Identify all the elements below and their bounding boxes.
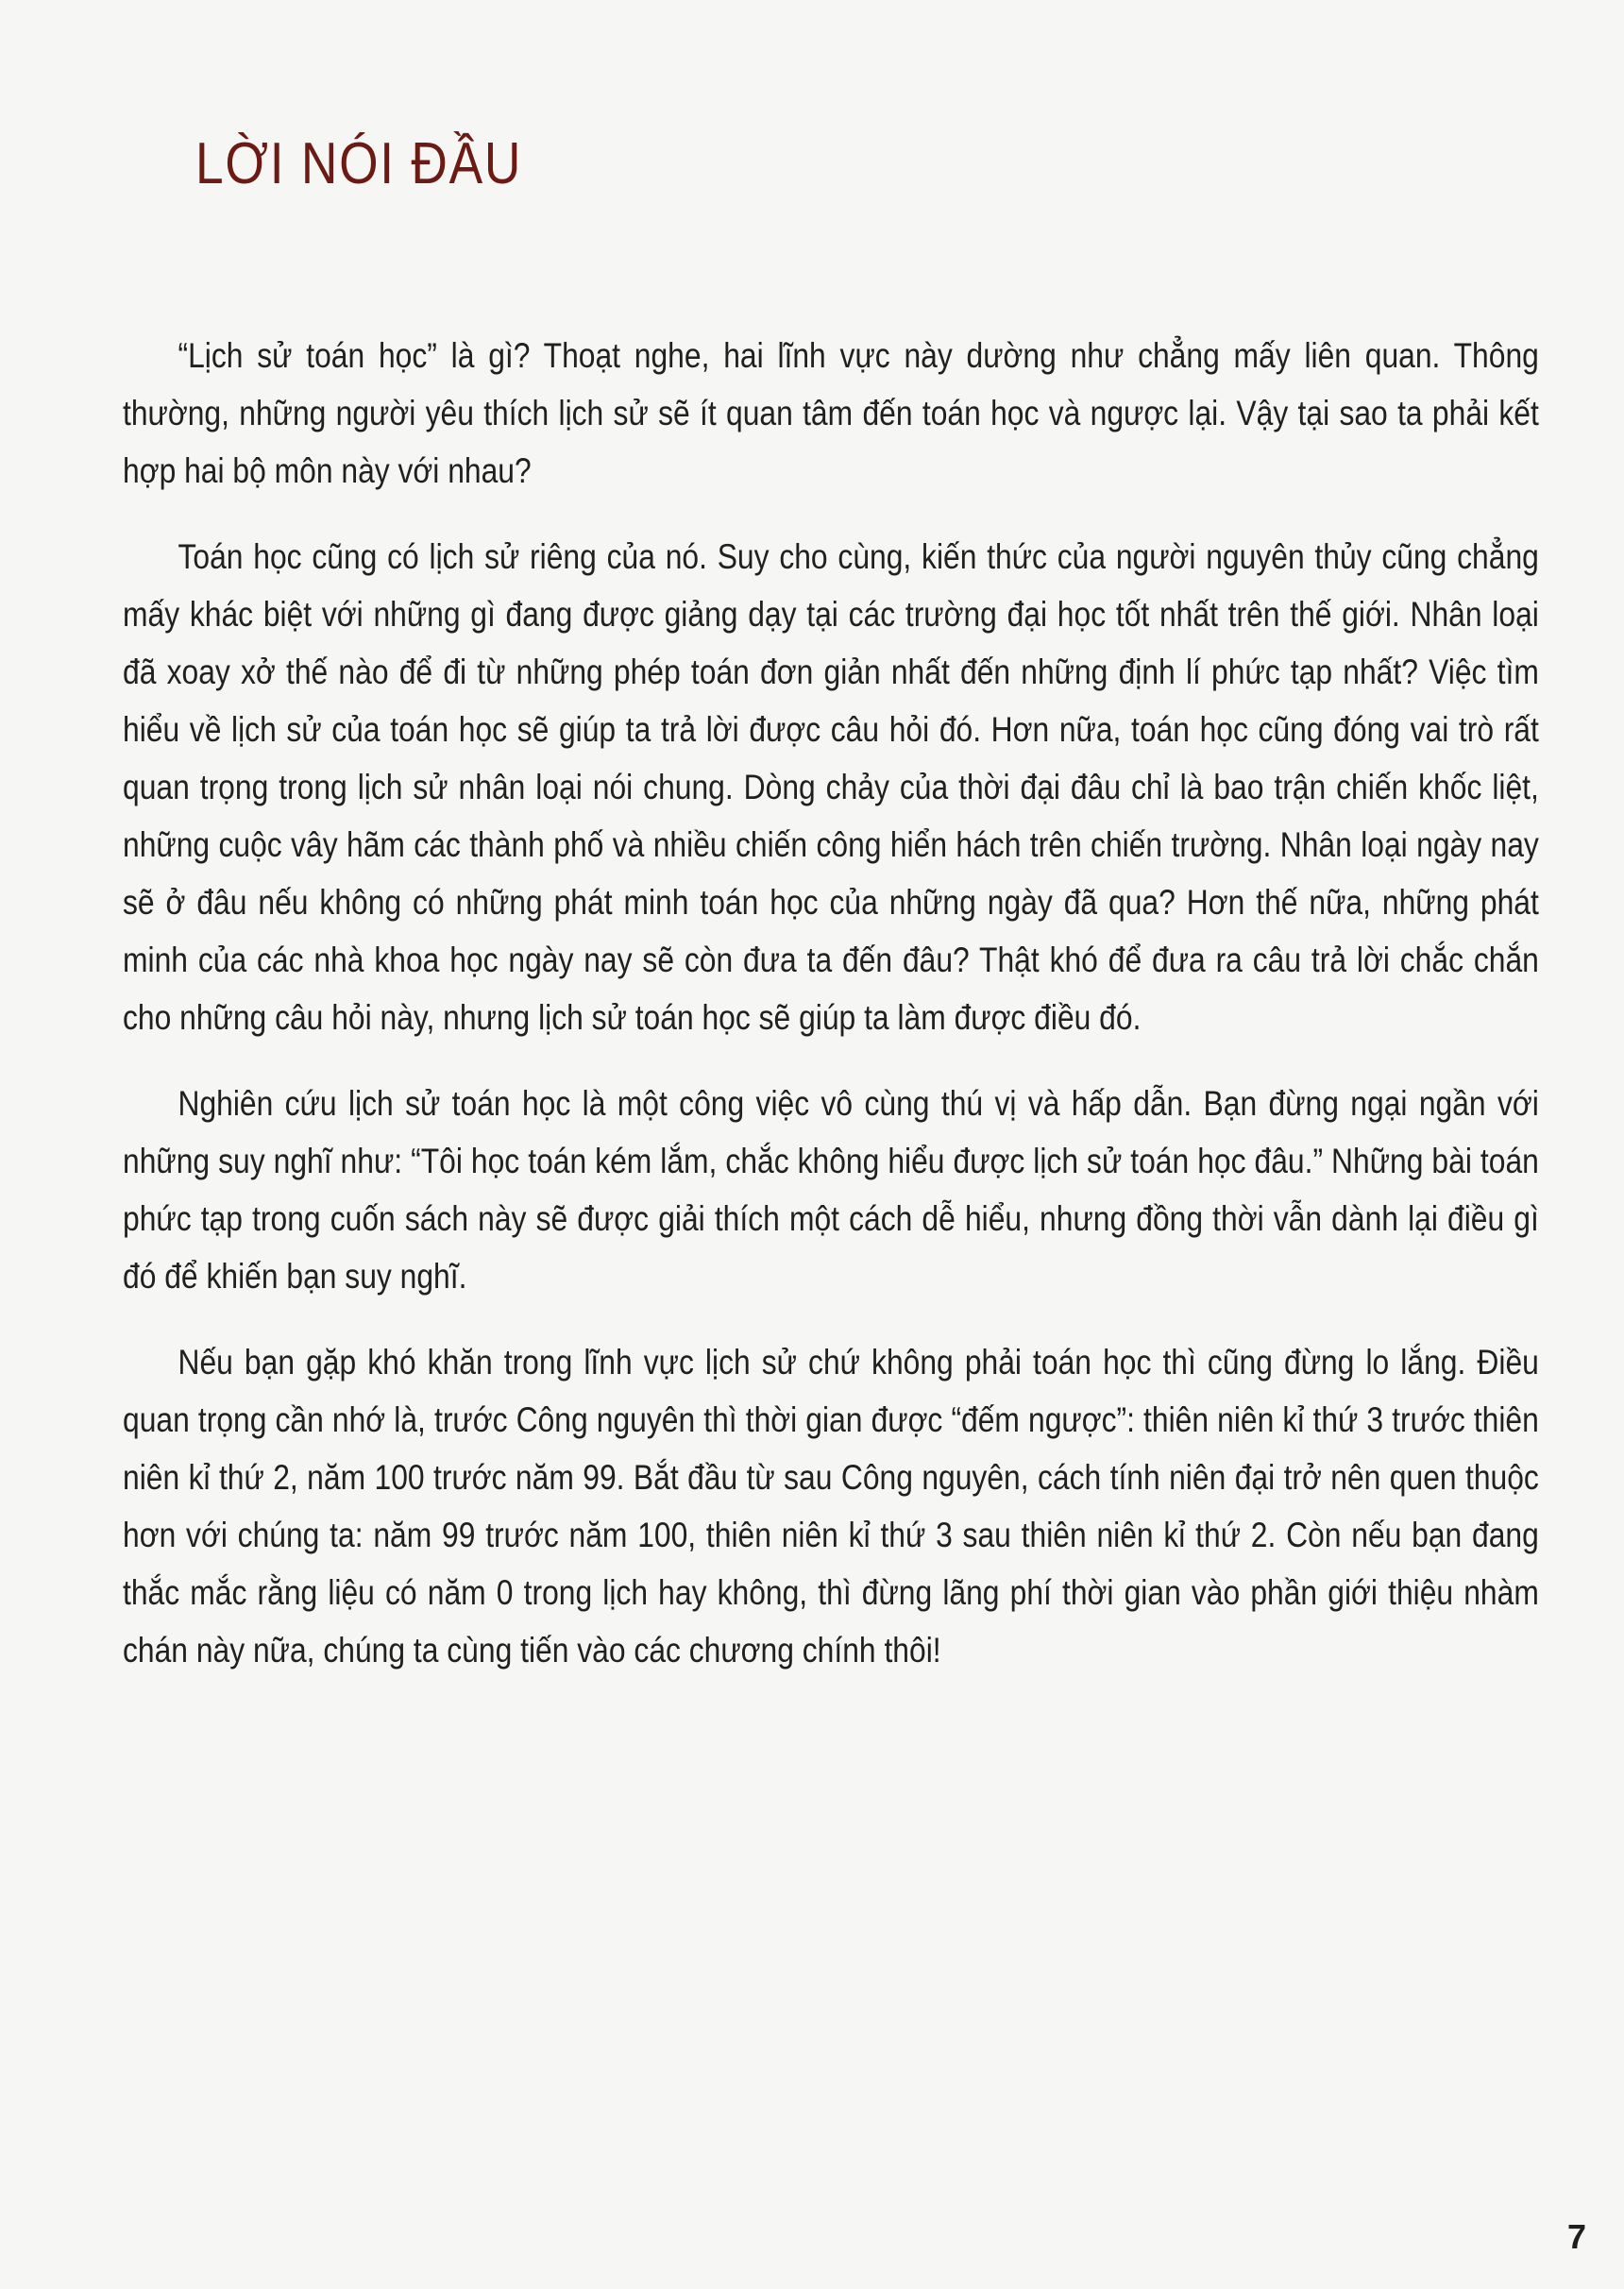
page-heading: LỜI NÓI ĐẦU (195, 131, 523, 196)
paragraph-wrapper-3 (123, 1075, 1539, 1333)
paragraph-wrapper-4 (123, 1333, 1539, 1707)
paragraph-4: Nếu bạn gặp khó khăn trong lĩnh vực lịch sử chứ không phải toán học thì cũng đừng lo lắng. Điều quan trọng cần nhớ là, trước Công nguyên thì thời gian được “đếm ngược”: thiên niên kỉ thứ 3 trước thiên niên kỉ thứ 2, năm 100 trước năm 99. Bắt đầu từ sau Công nguyên, cách tính niên đại trở nên quen thuộc hơn với chúng ta: năm 99 trước năm 100, thiên niên kỉ thứ 3 sau thiên niên kỉ thứ 2. Còn nếu bạn đang thắc mắc rằng liệu có năm 0 trong lịch hay không, thì đừng lãng phí thời gian vào phần giới thiệu nhàm chán này nữa, chúng ta cùng tiến vào các chương chính thôi! (123, 1343, 1539, 1670)
preface-body (123, 327, 1539, 1707)
paragraph-1: “Lịch sử toán học” là gì? Thoạt nghe, hai lĩnh vực này dường như chẳng mấy liên quan. Thông thường, những người yêu thích lịch sử sẽ ít quan tâm đến toán học và ngược lại. Vậy tại sao ta phải kết hợp hai bộ môn này với nhau? (123, 336, 1539, 490)
page-number: 7 (1566, 2217, 1586, 2256)
paragraph-3: Nghiên cứu lịch sử toán học là một công việc vô cùng thú vị và hấp dẫn. Bạn đừng ngại ngần với những suy nghĩ như: “Tôi học toán kém lắm, chắc không hiểu được lịch sử toán học đâu.” Những bài toán phức tạp trong cuốn sách này sẽ được giải thích một cách dễ hiểu, nhưng đồng thời vẫn dành lại điều gì đó để khiến bạn suy nghĩ. (123, 1084, 1539, 1296)
paragraph-2: Toán học cũng có lịch sử riêng của nó. Suy cho cùng, kiến thức của người nguyên thủy cũng chẳng mấy khác biệt với những gì đang được giảng dạy tại các trường đại học tốt nhất trên thế giới. Nhân loại đã xoay xở thế nào để đi từ những phép toán đơn giản nhất đến những định lí phức tạp nhất? Việc tìm hiểu về lịch sử của toán học sẽ giúp ta trả lời được câu hỏi đó. Hơn nữa, toán học cũng đóng vai trò rất quan trọng trong lịch sử nhân loại nói chung. Dòng chảy của thời đại đâu chỉ là bao trận chiến khốc liệt, những cuộc vây hãm các thành phố và nhiều chiến công hiển hách trên chiến trường. Nhân loại ngày nay sẽ ở đâu nếu không có những phát minh toán học của những ngày đã qua? Hơn thế nữa, những phát minh của các nhà khoa học ngày nay sẽ còn đưa ta đến đâu? Thật khó để đưa ra câu trả lời chắc chắn cho những câu hỏi này, nhưng lịch sử toán học sẽ giúp ta làm được điều đó. (123, 537, 1539, 1037)
paragraph-wrapper-1 (123, 327, 1539, 528)
paragraph-wrapper-2 (123, 528, 1539, 1075)
